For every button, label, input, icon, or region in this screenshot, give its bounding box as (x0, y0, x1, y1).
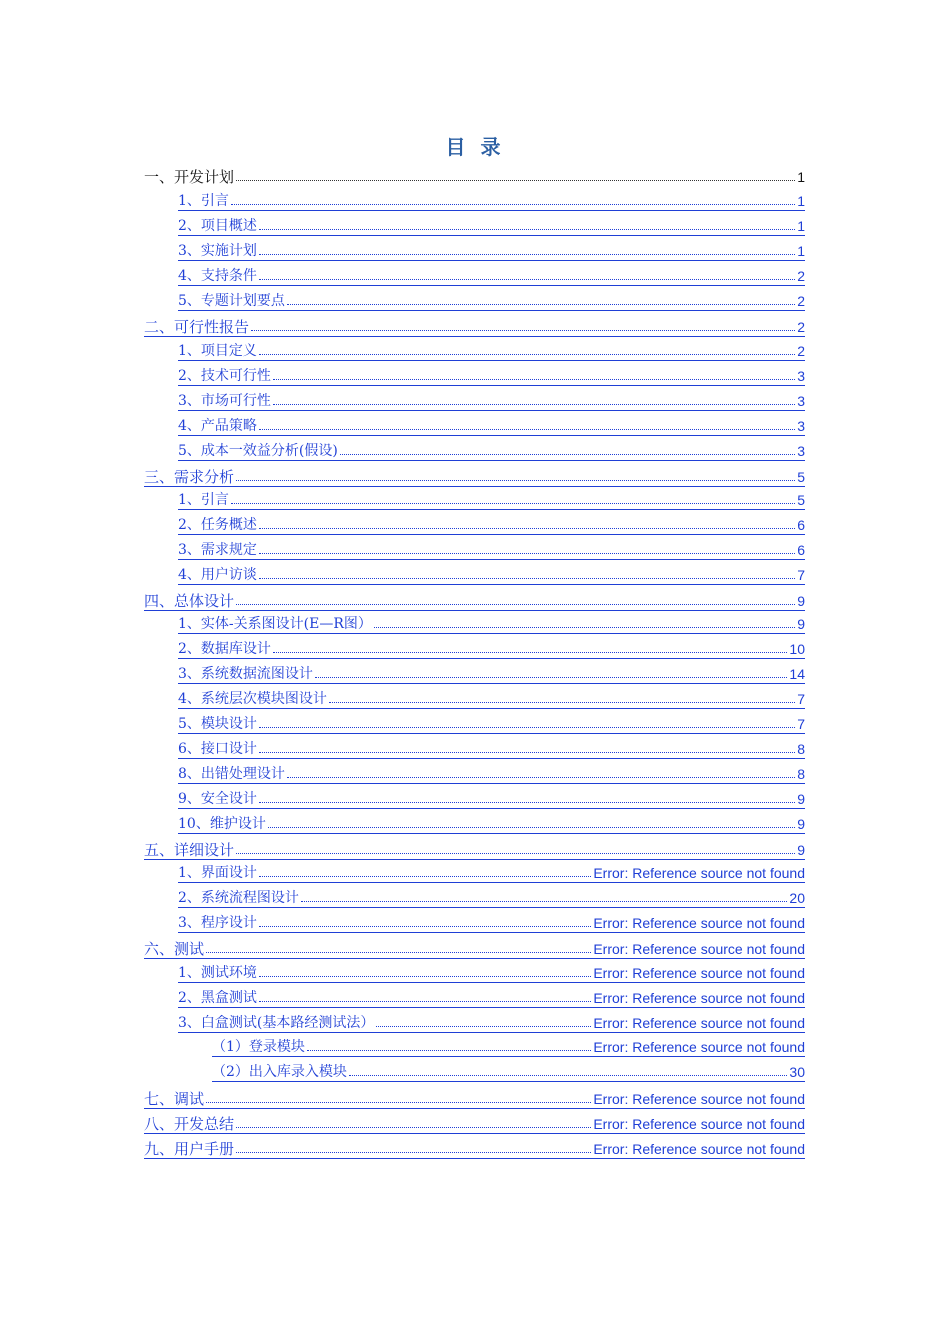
toc-entry-link[interactable] (178, 987, 805, 1008)
toc-entry-link[interactable] (178, 240, 805, 261)
toc-entry-link[interactable] (178, 290, 805, 311)
dot-leader (259, 254, 795, 255)
toc-entry-link[interactable] (144, 590, 805, 611)
toc-entry-label: 二、可行性报告 (144, 318, 250, 336)
toc-entry-page: 9 (797, 791, 805, 807)
toc-entry-link[interactable] (144, 1088, 805, 1109)
dot-leader (236, 1127, 591, 1128)
toc-entry-page: Error: Reference source not found (593, 941, 805, 957)
toc-entry-label: 五、详细设计 (144, 841, 235, 859)
dot-leader (231, 503, 795, 504)
dot-leader (236, 1152, 591, 1153)
dot-leader (340, 454, 795, 455)
toc-entry-label: 5、模块设计 (178, 716, 257, 732)
toc-entry-link[interactable] (178, 1012, 805, 1033)
toc-entry-page: 3 (797, 393, 805, 409)
toc-entry-page: 9 (797, 593, 805, 609)
toc-entry-link[interactable] (178, 340, 805, 361)
toc-entry-page: 2 (797, 293, 805, 309)
dot-leader (301, 901, 788, 902)
toc-entry-page: 8 (797, 741, 805, 757)
toc-entry-label: 4、用户访谈 (178, 567, 257, 583)
toc-entry-link[interactable] (178, 564, 805, 585)
toc-entry-label: 九、用户手册 (144, 1140, 235, 1158)
toc-entry-link[interactable] (178, 613, 805, 634)
toc-entry-label: 4、产品策略 (178, 418, 257, 434)
dot-leader (315, 677, 788, 678)
dot-leader (206, 1102, 591, 1103)
toc-entry-label: 4、支持条件 (178, 268, 257, 284)
toc-entry-label: 四、总体设计 (144, 592, 235, 610)
dot-leader (259, 229, 795, 230)
toc-entry-link[interactable] (178, 440, 805, 461)
dot-leader (251, 330, 795, 331)
toc-entry-label: 七、调试 (144, 1090, 205, 1108)
toc-entry-label: 2、黑盒测试 (178, 990, 257, 1006)
toc-entry-link[interactable] (178, 514, 805, 535)
toc-entry-link[interactable] (178, 215, 805, 236)
toc-entry-page: 2 (797, 343, 805, 359)
toc-entry-page: Error: Reference source not found (593, 965, 805, 981)
dot-leader (236, 180, 795, 181)
toc-entry-label: 3、实施计划 (178, 243, 257, 259)
dot-leader (236, 604, 795, 605)
toc-entry-page: Error: Reference source not found (593, 1116, 805, 1132)
toc-entry-page: 8 (797, 766, 805, 782)
toc-entry-link[interactable] (178, 813, 805, 834)
toc-entry-page: 14 (789, 666, 805, 682)
toc-entry-page: 3 (797, 418, 805, 434)
toc-entry-link[interactable] (178, 190, 805, 211)
dot-leader (259, 802, 795, 803)
toc-entry-page: 30 (789, 1064, 805, 1080)
toc-entry-label: 3、系统数据流图设计 (178, 666, 313, 682)
dot-leader (307, 1050, 591, 1051)
toc-entry-page: 2 (797, 268, 805, 284)
toc-entry-page: Error: Reference source not found (593, 1091, 805, 1107)
toc-entry[interactable] (144, 166, 805, 186)
dot-leader (273, 379, 795, 380)
toc-entry-page: 1 (797, 243, 805, 259)
toc-entry-label: 1、实体-关系图设计(E—R图） (178, 616, 372, 632)
dot-leader (259, 354, 795, 355)
toc-title: 目 录 (445, 135, 505, 159)
toc-entry-label: 3、需求规定 (178, 542, 257, 558)
toc-entry-label: 8、出错处理设计 (178, 766, 285, 782)
toc-entry-page: 5 (797, 492, 805, 508)
toc-entry-page: 20 (789, 890, 805, 906)
toc-entry-label: 10、维护设计 (178, 816, 266, 832)
dot-leader (287, 777, 795, 778)
toc-entry-link[interactable] (178, 663, 805, 684)
toc-entry-label: 9、安全设计 (178, 791, 257, 807)
toc-entry-link[interactable] (178, 763, 805, 784)
toc-entry-page: 1 (797, 193, 805, 209)
toc-entry-label: 4、系统层次模块图设计 (178, 691, 327, 707)
toc-entry-page: 7 (797, 691, 805, 707)
dot-leader (374, 627, 795, 628)
toc-entry-label: 六、测试 (144, 940, 205, 958)
toc-entry-label: 5、成本一效益分析(假设) (178, 443, 338, 459)
toc-entry-label: 1、引言 (178, 193, 229, 209)
dot-leader (349, 1075, 788, 1076)
toc-entry-link[interactable] (212, 1036, 805, 1057)
toc-entry-page: 10 (789, 641, 805, 657)
toc-entry-label: 3、白盒测试(基本路经测试法） (178, 1015, 375, 1031)
toc-entry-link[interactable] (144, 316, 805, 337)
toc-entry-link[interactable] (178, 415, 805, 436)
dot-leader (259, 976, 591, 977)
dot-leader (259, 528, 795, 529)
toc-entry-page: Error: Reference source not found (593, 1015, 805, 1031)
dot-leader (259, 752, 795, 753)
dot-leader (273, 404, 795, 405)
toc-entry-link[interactable] (178, 688, 805, 709)
toc-entry-link[interactable] (178, 887, 805, 908)
dot-leader (259, 578, 795, 579)
toc-entry-label: 1、项目定义 (178, 343, 257, 359)
toc-entry-page: Error: Reference source not found (593, 865, 805, 881)
dot-leader (259, 429, 795, 430)
toc-entry-label: 5、专题计划要点 (178, 293, 285, 309)
dot-leader (259, 926, 591, 927)
toc-entry-label: （2）出入库录入模块 (212, 1064, 347, 1080)
toc-entry-page: 9 (797, 816, 805, 832)
dot-leader (259, 553, 795, 554)
toc-entry-page: 1 (797, 218, 805, 234)
toc-entry-link[interactable] (212, 1061, 805, 1082)
toc-entry-link[interactable] (178, 962, 805, 983)
toc-entry-page: 7 (797, 716, 805, 732)
toc-entry-label: 6、接口设计 (178, 741, 257, 757)
toc-entry-link[interactable] (178, 390, 805, 411)
toc-entry-page: Error: Reference source not found (593, 1141, 805, 1157)
toc-entry-link[interactable] (178, 638, 805, 659)
toc-entry-page: 9 (797, 842, 805, 858)
dot-leader (287, 304, 795, 305)
toc-entry-link[interactable] (178, 265, 805, 286)
toc-entry-label: 2、数据库设计 (178, 641, 271, 657)
toc-entry-label: （1）登录模块 (212, 1039, 305, 1055)
toc-entry-label: 1、界面设计 (178, 865, 257, 881)
toc-entry-label: 一、开发计划 (144, 168, 235, 186)
toc-entry-label: 2、任务概述 (178, 517, 257, 533)
dot-leader (236, 853, 795, 854)
toc-entry-page: 6 (797, 542, 805, 558)
toc-entry-page: Error: Reference source not found (593, 1039, 805, 1055)
toc-entry-page: 2 (797, 319, 805, 335)
toc-entry-link[interactable] (178, 912, 805, 933)
dot-leader (273, 652, 788, 653)
toc-entry-page: 1 (797, 169, 805, 185)
toc-entry-label: 3、市场可行性 (178, 393, 271, 409)
toc-entry-label: 2、系统流程图设计 (178, 890, 299, 906)
dot-leader (376, 1026, 591, 1027)
dot-leader (236, 480, 795, 481)
toc-entry-page: Error: Reference source not found (593, 915, 805, 931)
toc-entry-link[interactable] (178, 862, 805, 883)
toc-entry-label: 2、技术可行性 (178, 368, 271, 384)
dot-leader (329, 702, 795, 703)
toc-entry-link[interactable] (178, 713, 805, 734)
toc-entry-page: 3 (797, 368, 805, 384)
toc-entry-link[interactable] (144, 938, 805, 959)
toc-entry-link[interactable] (178, 788, 805, 809)
toc-entry-link[interactable] (144, 1113, 805, 1134)
toc-entry-label: 1、引言 (178, 492, 229, 508)
toc-entry-label: 八、开发总结 (144, 1115, 235, 1133)
toc-entry-page: 5 (797, 469, 805, 485)
toc-entry-label: 2、项目概述 (178, 218, 257, 234)
toc-entry-link[interactable] (144, 466, 805, 487)
toc-entry-link[interactable] (178, 539, 805, 560)
dot-leader (268, 827, 795, 828)
dot-leader (259, 1001, 591, 1002)
toc-entry-link[interactable] (144, 1138, 805, 1159)
toc-entry-label: 三、需求分析 (144, 468, 235, 486)
toc-entry-page: 3 (797, 443, 805, 459)
toc-entry-page: Error: Reference source not found (593, 990, 805, 1006)
toc-entry-page: 7 (797, 567, 805, 583)
toc-entry-link[interactable] (178, 489, 805, 510)
toc-entry-link[interactable] (144, 839, 805, 860)
toc-entry-label: 1、测试环境 (178, 965, 257, 981)
toc-entry-link[interactable] (178, 738, 805, 759)
toc-entry-page: 9 (797, 616, 805, 632)
toc-entry-label: 3、程序设计 (178, 915, 257, 931)
dot-leader (259, 279, 795, 280)
dot-leader (206, 952, 591, 953)
dot-leader (259, 876, 591, 877)
toc-entry-link[interactable] (178, 365, 805, 386)
dot-leader (231, 204, 795, 205)
dot-leader (259, 727, 795, 728)
toc-entry-page: 6 (797, 517, 805, 533)
